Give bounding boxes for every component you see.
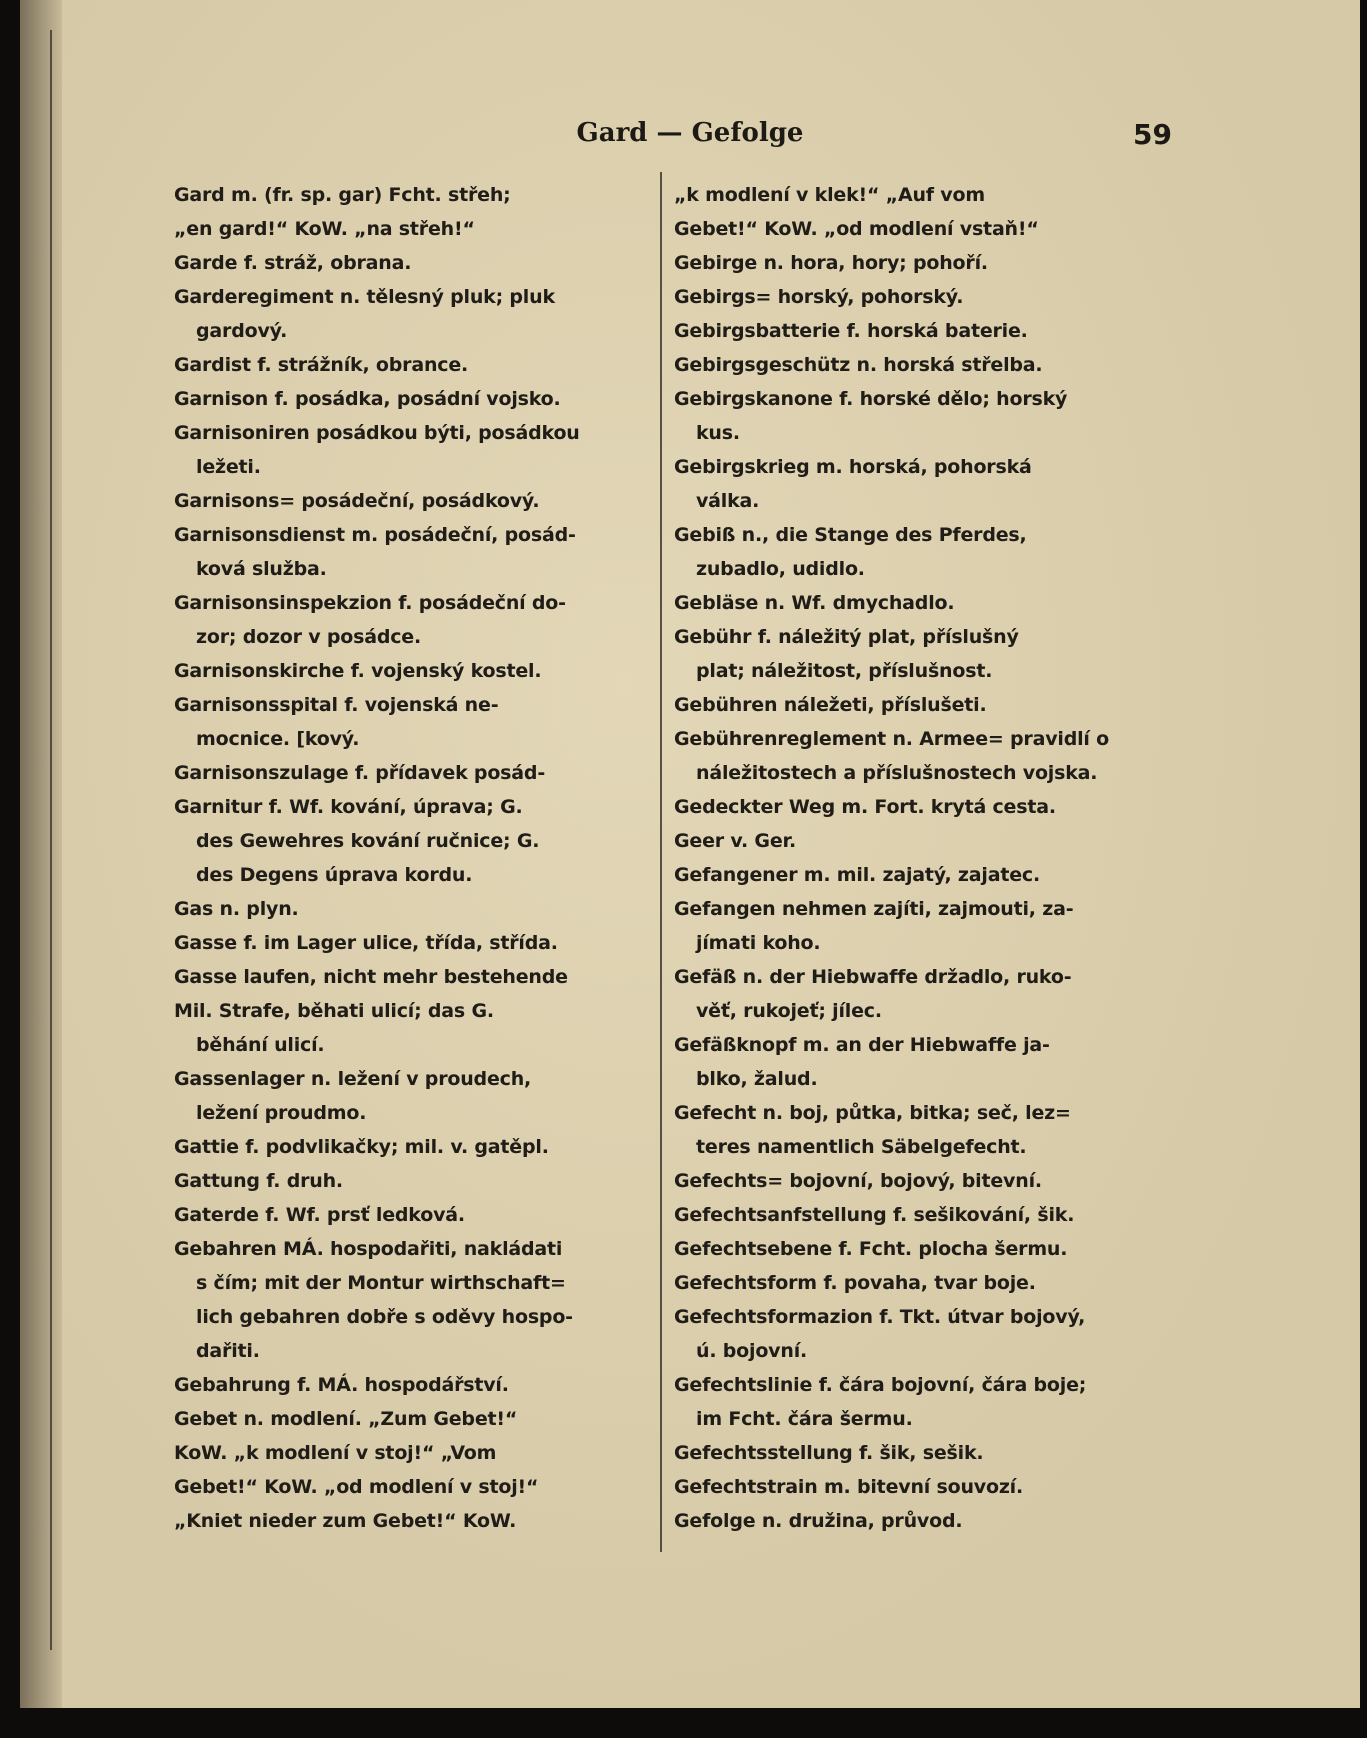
dictionary-line: věť, rukojeť; jílec. [696, 1000, 882, 1022]
dictionary-line: Garnisonsinspekzion f. posádeční do- [174, 592, 566, 614]
dictionary-line: Gattie f. podvlikačky; mil. v. gatěpl. [174, 1136, 549, 1158]
gutter-shadow-line [50, 30, 52, 1650]
dictionary-line: Gattung f. druh. [174, 1170, 343, 1192]
dictionary-line: ležení proudmo. [196, 1102, 367, 1124]
dictionary-line: Garnison f. posádka, posádní vojsko. [174, 388, 561, 410]
dictionary-line: des Degens úprava kordu. [196, 864, 473, 886]
dictionary-line: teres namentlich Säbelgefecht. [696, 1136, 1027, 1158]
dictionary-line: „en gard!“ KoW. „na střeh!“ [174, 218, 475, 240]
dictionary-line: Gebirgs= horský, pohorský. [674, 286, 964, 308]
dictionary-line: zor; dozor v posádce. [196, 626, 421, 648]
dictionary-line: válka. [696, 490, 760, 512]
dictionary-line: Gefechtstrain m. bitevní souvozí. [674, 1476, 1024, 1498]
dictionary-line: Gefäß n. der Hiebwaffe držadlo, ruko- [674, 966, 1072, 988]
page-header [20, 118, 1360, 158]
page-number: 59 [1133, 118, 1172, 151]
dictionary-line: des Gewehres kování ručnice; G. [196, 830, 540, 852]
dictionary-line: jímati koho. [696, 932, 821, 954]
binding-gutter [20, 0, 62, 1708]
dictionary-line: Gebirgskrieg m. horská, pohorská [674, 456, 1032, 478]
dictionary-line: ú. bojovní. [696, 1340, 808, 1362]
dictionary-line: Gebläse n. Wf. dmychadlo. [674, 592, 955, 614]
dictionary-line: Gebet!“ KoW. „od modlení vstaň!“ [674, 218, 1039, 240]
dictionary-line: náležitostech a příslušnostech vojska. [696, 762, 1098, 784]
dictionary-line: Gebirgskanone f. horské dělo; horský [674, 388, 1068, 410]
dictionary-line: im Fcht. čára šermu. [696, 1408, 913, 1430]
dictionary-line: Gefechtsanfstellung f. sešikování, šik. [674, 1204, 1075, 1226]
dictionary-line: běhání ulicí. [196, 1034, 325, 1056]
dictionary-line: Gefangener m. mil. zajatý, zajatec. [674, 864, 1040, 886]
dictionary-line: Gefecht n. boj, půtka, bitka; seč, lez= [674, 1102, 1071, 1124]
dictionary-line: Gebet n. modlení. „Zum Gebet!“ [174, 1408, 518, 1430]
dictionary-line: lich gebahren dobře s oděvy hospo- [196, 1306, 573, 1328]
dictionary-line: blko, žalud. [696, 1068, 818, 1090]
dictionary-line: Gefechtsformazion f. Tkt. útvar bojový, [674, 1306, 1086, 1328]
dictionary-line: Gebühren náležeti, příslušeti. [674, 694, 987, 716]
dictionary-line: Garnisonskirche f. vojenský kostel. [174, 660, 542, 682]
dictionary-line: Garderegiment n. tělesný pluk; pluk [174, 286, 555, 308]
dictionary-line: Gebiß n., die Stange des Pferdes, [674, 524, 1027, 546]
dictionary-line: Geer v. Ger. [674, 830, 796, 852]
dictionary-line: Garnisons= posádeční, posádkový. [174, 490, 540, 512]
dictionary-line: Gebirgsgeschütz n. horská střelba. [674, 354, 1043, 376]
dictionary-line: Mil. Strafe, běhati ulicí; das G. [174, 1000, 494, 1022]
dictionary-line: Garnisonszulage f. přídavek posád- [174, 762, 546, 784]
dictionary-line: Gedeckter Weg m. Fort. krytá cesta. [674, 796, 1056, 818]
dictionary-line: Gebührenreglement n. Armee= pravidlí o [674, 728, 1110, 750]
dictionary-line: ležeti. [196, 456, 261, 478]
dictionary-line: Gebühr f. náležitý plat, příslušný [674, 626, 1019, 648]
dictionary-line: Gefechtslinie f. čára bojovní, čára boje; [674, 1374, 1087, 1396]
dictionary-line: dařiti. [196, 1340, 260, 1362]
dictionary-line: Gasse f. im Lager ulice, třída, střída. [174, 932, 558, 954]
dictionary-line: Garde f. stráž, obrana. [174, 252, 412, 274]
dictionary-line: „Kniet nieder zum Gebet!“ KoW. [174, 1510, 517, 1532]
dictionary-line: Gebahrung f. MÁ. hospodářství. [174, 1374, 509, 1396]
dictionary-line: Gefechtsebene f. Fcht. plocha šermu. [674, 1238, 1068, 1260]
dictionary-line: Gefangen nehmen zajíti, zajmouti, za- [674, 898, 1074, 920]
dictionary-line: mocnice. [kový. [196, 728, 360, 750]
dictionary-line: Gasse laufen, nicht mehr bestehende [174, 966, 568, 988]
dictionary-line: Gefolge n. družina, průvod. [674, 1510, 963, 1532]
dictionary-line: Garnitur f. Wf. kování, úprava; G. [174, 796, 523, 818]
dictionary-line: Gebahren MÁ. hospodařiti, nakládati [174, 1238, 563, 1260]
dictionary-line: kus. [696, 422, 740, 444]
dictionary-line: Garnisonsdienst m. posádeční, posád- [174, 524, 576, 546]
dictionary-line: Gaterde f. Wf. prsť ledková. [174, 1204, 465, 1226]
dictionary-line: Gefäßknopf m. an der Hiebwaffe ja- [674, 1034, 1050, 1056]
dictionary-line: Garnisonsspital f. vojenská ne- [174, 694, 499, 716]
dictionary-line: Gefechtsform f. povaha, tvar boje. [674, 1272, 1036, 1294]
dictionary-line: Gebirge n. hora, hory; pohoří. [674, 252, 988, 274]
dictionary-line: zubadlo, udidlo. [696, 558, 865, 580]
dictionary-line: Gebirgsbatterie f. horská baterie. [674, 320, 1028, 342]
dictionary-line: Gard m. (fr. sp. gar) Fcht. střeh; [174, 184, 511, 206]
dictionary-line: ková služba. [196, 558, 327, 580]
dictionary-line: Garnisoniren posádkou býti, posádkou [174, 422, 580, 444]
dictionary-line: „k modlení v klek!“ „Auf vom [674, 184, 985, 206]
right-column [674, 178, 1162, 1538]
dictionary-line: gardový. [196, 320, 288, 342]
running-head: Gard — Gefolge [576, 118, 804, 148]
dictionary-line: Gassenlager n. ležení v proudech, [174, 1068, 532, 1090]
dictionary-line: s čím; mit der Montur wirthschaft= [196, 1272, 566, 1294]
dictionary-line: KoW. „k modlení v stoj!“ „Vom [174, 1442, 497, 1464]
column-divider [660, 172, 662, 1552]
left-column [174, 178, 646, 1538]
dictionary-line: Gefechts= bojovní, bojový, bitevní. [674, 1170, 1042, 1192]
dictionary-line: Gardist f. strážník, obrance. [174, 354, 469, 376]
dictionary-line: Gefechtsstellung f. šik, sešik. [674, 1442, 984, 1464]
dictionary-line: Gebet!“ KoW. „od modlení v stoj!“ [174, 1476, 539, 1498]
book-page [20, 0, 1360, 1708]
dictionary-line: plat; náležitost, příslušnost. [696, 660, 993, 682]
dictionary-line: Gas n. plyn. [174, 898, 299, 920]
